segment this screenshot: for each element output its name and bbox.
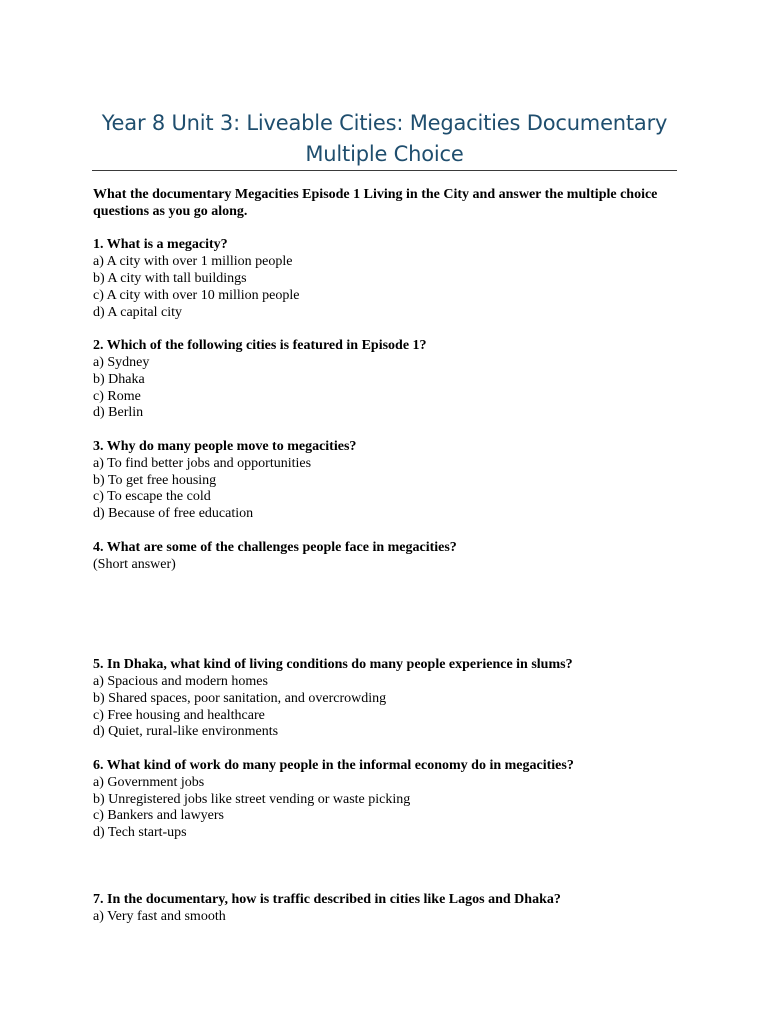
spacer: [93, 523, 678, 540]
spacer: [93, 321, 678, 338]
question-block: [93, 540, 678, 574]
question-text: 2. Which of the following cities is featured in Episode 1?: [93, 338, 427, 354]
question-block: [93, 892, 678, 926]
answer-option: c) Bankers and lawyers: [93, 808, 225, 824]
answer-option: b) A city with tall buildings: [93, 270, 247, 286]
question-text: 4. What are some of the challenges people face in megacities?: [93, 539, 457, 555]
answer-option: a) Very fast and smooth: [93, 909, 226, 925]
answer-option: b) To get free housing: [93, 472, 217, 488]
short-answer-hint: (Short answer): [93, 556, 176, 572]
answer-option: d) Quiet, rural-like environments: [93, 724, 279, 740]
question-block: [93, 758, 678, 842]
answer-option: a) A city with over 1 million people: [93, 254, 293, 270]
spacer: [93, 422, 678, 439]
question-block: [93, 439, 678, 523]
spacer: [93, 875, 678, 892]
question-block: [93, 237, 678, 321]
question-block: [93, 338, 678, 422]
document-body: [93, 187, 678, 926]
answer-option: b) Dhaka: [93, 371, 145, 387]
spacer: [93, 741, 678, 758]
answer-space: [93, 573, 678, 640]
spacer: [93, 640, 678, 657]
answer-option: b) Shared spaces, poor sanitation, and overcrowding: [93, 690, 387, 706]
answer-option: d) Tech start-ups: [93, 825, 187, 841]
answer-option: d) Berlin: [93, 405, 144, 421]
answer-option: c) To escape the cold: [93, 489, 211, 505]
answer-option: b) Unregistered jobs like street vending or waste picking: [93, 791, 411, 807]
answer-option: a) Spacious and modern homes: [93, 673, 268, 689]
answer-option: d) Because of free education: [93, 506, 254, 522]
answer-option: a) To find better jobs and opportunities: [93, 455, 312, 471]
question-block: [93, 657, 678, 741]
answer-option: a) Government jobs: [93, 774, 205, 790]
question-text: 7. In the documentary, how is traffic described in cities like Lagos and Dhaka?: [93, 892, 561, 908]
answer-option: c) Rome: [93, 388, 141, 404]
document-title: Year 8 Unit 3: Liveable Cities: Megacities Documentary Multiple Choice: [101, 111, 668, 166]
answer-option: d) A capital city: [93, 304, 183, 320]
question-text: 1. What is a megacity?: [93, 237, 228, 253]
answer-option: c) Free housing and healthcare: [93, 707, 265, 723]
question-text: 6. What kind of work do many people in the informal economy do in megacities?: [93, 757, 574, 773]
spacer: [93, 221, 678, 238]
answer-option: c) A city with over 10 million people: [93, 287, 300, 303]
answer-option: a) Sydney: [93, 354, 150, 370]
question-text: 3. Why do many people move to megacities?: [93, 438, 357, 454]
spacer: [93, 842, 678, 876]
title-divider: [92, 170, 677, 171]
intro-text: What the documentary Megacities Episode 1 Living in the City and answer the multiple choice questions as you go along.: [93, 187, 658, 219]
question-text: 5. In Dhaka, what kind of living conditions do many people experience in slums?: [93, 657, 573, 673]
